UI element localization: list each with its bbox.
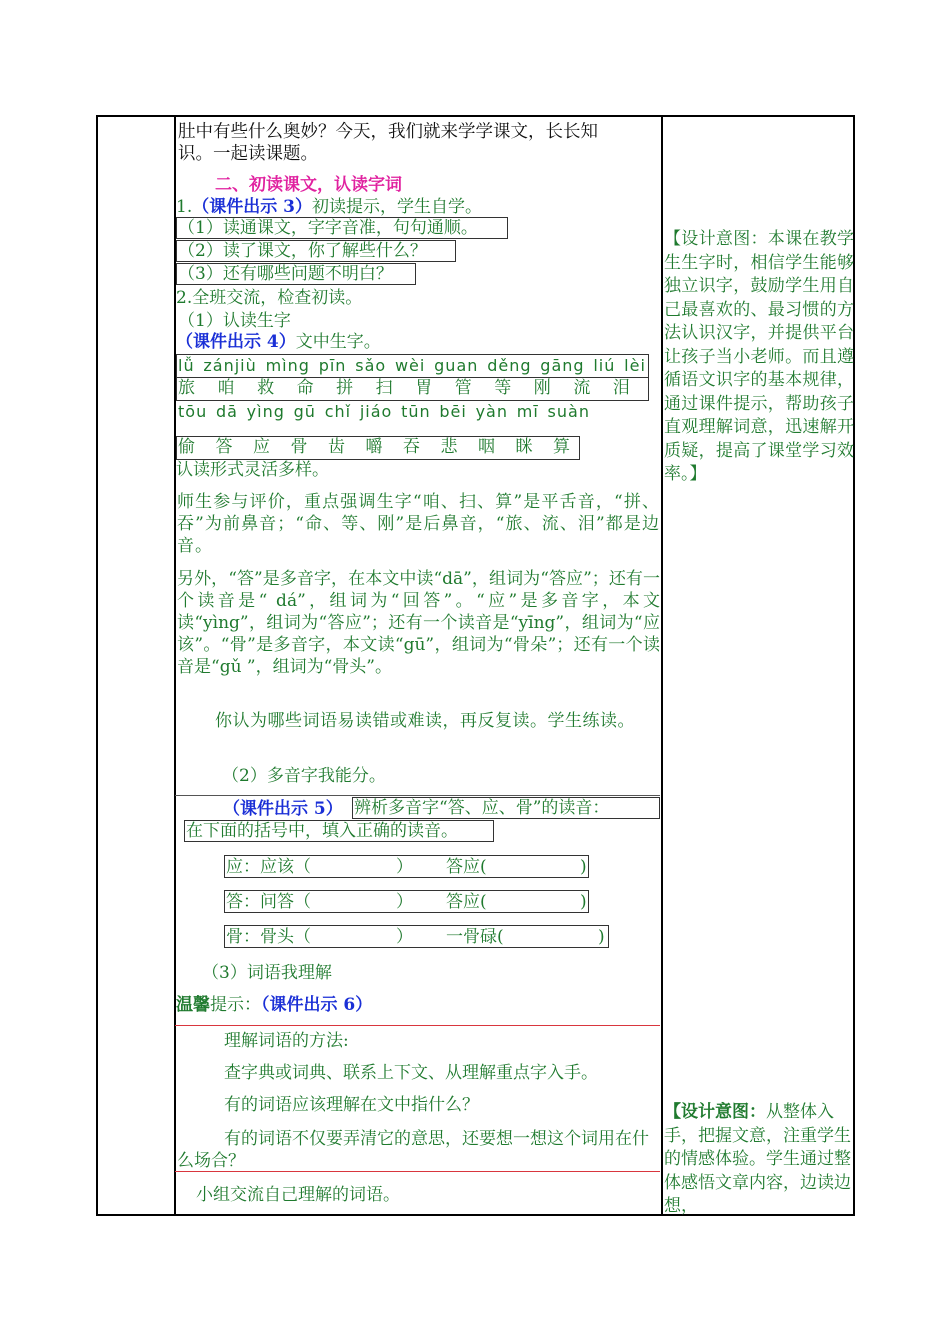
pinyin-syllable: tūn <box>401 402 431 421</box>
exercise-1-a: 应：应该（ <box>226 857 311 877</box>
pinyin-syllable: suàn <box>547 402 590 421</box>
sub-1-line <box>176 331 381 353</box>
new-character: 拼 <box>336 378 354 398</box>
new-character: 偷 <box>178 437 195 457</box>
sub-2-tag: （课件出示 5） <box>223 799 343 819</box>
sub-2: （2）多音字我能分。 <box>222 766 386 786</box>
table-left-border <box>96 115 98 1216</box>
new-character: 答 <box>215 437 233 457</box>
step-2: 2.全班交流，检查初读。 <box>176 288 363 308</box>
exercise-1-b: ） <box>396 857 413 877</box>
exercise-3-a: 骨：骨头（ <box>226 927 311 947</box>
sub-1-text: 文中生字。 <box>295 332 381 352</box>
table-top-border <box>96 115 855 117</box>
pinyin-syllable: wèi <box>394 356 426 375</box>
sub-2-instruction: 在下面的括号中，填入正确的读音。 <box>186 821 458 841</box>
group-talk: 小组交流自己理解的词语。 <box>196 1185 400 1205</box>
step-1-prefix: 1. <box>176 197 193 217</box>
exercise-1-c: 答应( <box>446 857 487 877</box>
warm-tip-tag: （课件出示 6） <box>261 995 373 1015</box>
exercise-3-c: 一骨碌( <box>446 927 504 947</box>
pinyin-syllable: tōu <box>178 402 208 421</box>
new-character: 应 <box>253 437 270 457</box>
exercise-3-d: ) <box>598 927 605 947</box>
intro-line-1: 肚中有些什么奥妙？今天，我们就来学学课文，长长知 <box>178 122 598 142</box>
new-character: 胃 <box>415 378 433 398</box>
new-character: 眯 <box>515 437 533 457</box>
tip-1: （1）读通课文，字字音准，句句通顺。 <box>178 218 478 238</box>
sub-1-tag: （课件出示 4） <box>176 332 296 352</box>
method-question: 有的词语应该理解在文中指什么？ <box>224 1095 479 1115</box>
step-1 <box>176 196 482 218</box>
pinyin-syllable: gū <box>293 402 316 421</box>
pinyin-syllable: pīn <box>318 356 347 375</box>
pinyin-syllable: liú <box>593 356 616 375</box>
step-1-tag: （课件出示 3） <box>192 197 312 217</box>
pinyin-syllable: yìng <box>246 402 285 421</box>
new-character: 扫 <box>375 378 393 398</box>
exercise-2-c: 答应( <box>446 892 487 912</box>
exercise-2-d: ) <box>580 892 587 912</box>
warm-tip-line <box>176 994 372 1016</box>
pinyin-syllable: mī <box>516 402 539 421</box>
new-character: 泪 <box>612 378 630 398</box>
table-col-divider-2 <box>661 115 663 1216</box>
pinyin-syllable: děng <box>487 356 532 375</box>
read-forms: 认读形式灵活多样。 <box>176 460 329 480</box>
new-character: 嚼 <box>365 437 383 457</box>
chars-row-2 <box>178 436 570 458</box>
step-1-text: 初读提示，学生自学。 <box>311 197 482 217</box>
pinyin-syllable: sǎo <box>355 356 387 375</box>
pinyin-syllable: zánjiù <box>203 356 257 375</box>
method-top-line <box>175 1025 660 1026</box>
new-character: 等 <box>494 378 512 398</box>
pinyin-row-2 <box>178 401 590 423</box>
warm-tip-rest: 提示： <box>210 995 261 1015</box>
sub-3: （3）词语我理解 <box>202 963 332 983</box>
new-character: 悲 <box>440 437 458 457</box>
pinyin-syllable: lǚ <box>178 356 195 375</box>
new-character: 命 <box>296 378 314 398</box>
new-character: 骨 <box>290 437 308 457</box>
evaluation-paragraph: 师生参与评价，重点强调生字“咱、扫、算”是平舌音，“拼、吞”为前鼻音；“命、等、刚”是后鼻音，“旅、流、泪”都是边音。 <box>177 492 660 556</box>
pinyin-syllable: dā <box>215 402 238 421</box>
new-character: 齿 <box>328 437 345 457</box>
pinyin-syllable: yàn <box>475 402 508 421</box>
pinyin-syllable: mìng <box>265 356 310 375</box>
sub-2-line <box>223 798 343 820</box>
section-heading: 二、初读课文，认读字词 <box>215 175 402 195</box>
tip-3: （3）还有哪些问题不明白？ <box>178 264 393 284</box>
method-title: 理解词语的方法: <box>224 1031 349 1051</box>
new-character: 旅 <box>178 378 195 398</box>
sub-1: （1）认读生字 <box>178 311 291 331</box>
chars-row-1 <box>178 377 630 399</box>
hard-words-paragraph: 你认为哪些词语易读错或难读，再反复读。学生练读。 <box>215 711 635 731</box>
new-character: 刚 <box>533 378 551 398</box>
new-character: 吞 <box>403 437 420 457</box>
exercise-2-b: ） <box>396 892 413 912</box>
pinyin-syllable: gāng <box>540 356 585 375</box>
pinyin-row-1 <box>178 355 646 377</box>
method-bottom-line <box>175 1171 660 1172</box>
pinyin-syllable: jiáo <box>359 402 393 421</box>
new-character: 咱 <box>217 378 235 398</box>
method-1: 查字典或词典、联系上下文、从理解重点字入手。 <box>224 1063 598 1083</box>
intro-line-2: 识。一起读课题。 <box>178 144 318 164</box>
divider-line <box>175 795 660 796</box>
new-character: 算 <box>553 437 570 457</box>
exercise-1-d: ) <box>580 857 587 877</box>
exercise-3-b: ） <box>396 927 413 947</box>
pinyin-syllable: guan <box>434 356 479 375</box>
design-intent-1: 【设计意图：本课在教学生生字时，相信学生能够独立识字，鼓励学生用自己最喜欢的、最习惯的方法认识汉字，并提供平台让孩子当小老师。而且遵循语文识字的基本规律，通过课件提示，帮助孩子直观理解词意，迅速解开质疑，提高了课堂学习效率。】 <box>664 229 854 484</box>
tip-2: （2）读了课文，你了解些什么？ <box>178 241 427 261</box>
new-character: 咽 <box>478 437 495 457</box>
pinyin-syllable: bēi <box>439 402 467 421</box>
warm-tip-label: 温馨 <box>176 995 210 1015</box>
exercise-2-a: 答：问答（ <box>226 892 311 912</box>
new-character: 救 <box>257 378 275 398</box>
new-character: 流 <box>573 378 591 398</box>
pinyin-syllable: lèi <box>624 356 646 375</box>
design-intent-2-label: 【设计意图： <box>664 1102 766 1122</box>
pinyin-syllable: chǐ <box>324 402 352 421</box>
design-intent-2 <box>664 1101 854 1219</box>
new-character: 管 <box>454 378 472 398</box>
polyphone-paragraph: 另外，“答”是多音字，在本文中读“dā”，组词为“答应”；还有一个读音是“ dá”，组词为“回答”。“应”是多音字，本文读“yìng”，组词为“答应”；还有一个读音是“yīng”，组词为“应该”。“骨”是多音字，本文读“gū”，组词为“骨朵”；还有一个读音是“gǔ ”，组词为“骨头”。 <box>177 569 660 677</box>
sub-2-text: 辨析多音字“答、应、骨”的读音： <box>354 798 610 818</box>
design-intent-2-text: 从整体入手，把握文意，注重学生的情感体验。学生通过整体感悟文章内容，边读边想， <box>664 1102 851 1216</box>
method-2: 有的词语不仅要弄清它的意思，还要想一想这个词用在什么场合？ <box>177 1129 649 1171</box>
